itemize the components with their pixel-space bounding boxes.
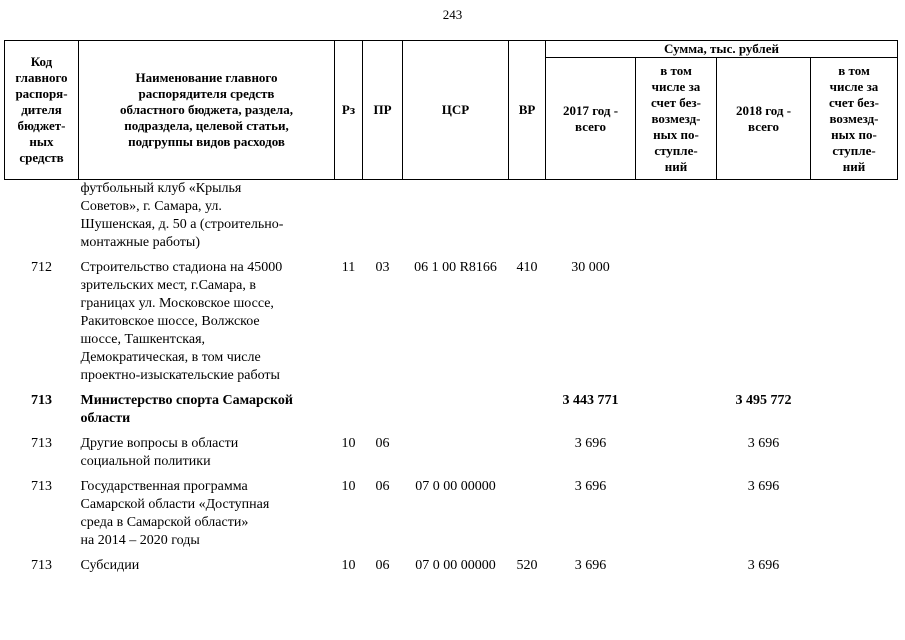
header-2017-incl: в том числе за счет без- возмезд- ных по- ступле- ний xyxy=(636,58,717,180)
cell-incl-2017 xyxy=(636,392,717,428)
cell-csr xyxy=(403,435,509,471)
cell-incl-2017 xyxy=(636,259,717,385)
cell-incl-2017 xyxy=(636,435,717,471)
cell-rz: 10 xyxy=(341,479,356,494)
cell-incl-2018 xyxy=(811,478,898,550)
cell-csr xyxy=(403,180,509,253)
cell-vr xyxy=(509,392,546,428)
header-code: Код главного распоря- дителя бюджет- ных средств xyxy=(5,41,79,180)
cell-code: 713 xyxy=(31,436,52,451)
cell-sum-2018 xyxy=(717,180,811,253)
cell-csr: 07 0 00 00000 xyxy=(415,479,496,494)
header-name: Наименование главного распорядителя средств областного бюджета, раздела, подраздела, целевой статьи, подгруппы видов расходов xyxy=(79,41,335,180)
cell-vr: 410 xyxy=(516,260,538,275)
cell-rz xyxy=(335,180,363,253)
cell-rz: 10 xyxy=(341,436,356,451)
cell-code: 713 xyxy=(31,393,52,408)
cell-name: Государственная программа Самарской области «Доступная среда в Самарской области» на 2014 – 2020 годы xyxy=(80,479,270,548)
cell-name: Другие вопросы в области социальной политики xyxy=(80,436,239,469)
cell-pr xyxy=(363,180,403,253)
cell-code xyxy=(5,180,79,253)
cell-sum-2018: 3 696 xyxy=(747,558,780,573)
cell-incl-2018 xyxy=(811,259,898,385)
cell-incl-2017 xyxy=(636,180,717,253)
cell-vr xyxy=(509,478,546,550)
cell-incl-2017 xyxy=(636,478,717,550)
cell-vr: 520 xyxy=(516,558,538,573)
cell-sum-2017: 30 000 xyxy=(571,260,610,275)
page-number: 243 xyxy=(442,7,463,22)
table-row xyxy=(5,180,898,253)
cell-vr xyxy=(509,435,546,471)
cell-sum-2018: 3 696 xyxy=(747,479,780,494)
cell-pr: 06 xyxy=(375,479,390,494)
header-sum-group: Сумма, тыс. рублей xyxy=(546,41,898,58)
cell-incl-2017 xyxy=(636,557,717,575)
cell-csr: 07 0 00 00000 xyxy=(415,558,496,573)
cell-incl-2018 xyxy=(811,392,898,428)
cell-code: 713 xyxy=(31,558,52,573)
cell-name: Министерство спорта Самарской области xyxy=(80,393,293,426)
table-row xyxy=(5,478,898,550)
cell-csr xyxy=(403,392,509,428)
cell-sum-2017: 3 696 xyxy=(574,479,607,494)
header-vr: ВР xyxy=(509,41,546,180)
cell-incl-2018 xyxy=(811,557,898,575)
cell-rz xyxy=(335,392,363,428)
table-row xyxy=(5,259,898,385)
table-row xyxy=(5,557,898,575)
cell-name: Субсидии xyxy=(80,558,140,573)
table-header xyxy=(5,41,898,180)
header-2018-total: 2018 год - всего xyxy=(717,58,811,180)
budget-table xyxy=(4,40,898,575)
cell-pr: 06 xyxy=(375,558,390,573)
cell-incl-2018 xyxy=(811,435,898,471)
cell-pr xyxy=(363,392,403,428)
header-rz: Рз xyxy=(335,41,363,180)
cell-sum-2017 xyxy=(546,180,636,253)
table-row xyxy=(5,435,898,471)
cell-incl-2018 xyxy=(811,180,898,253)
cell-pr: 03 xyxy=(375,260,390,275)
cell-sum-2017: 3 443 771 xyxy=(562,393,619,408)
table-row xyxy=(5,392,898,428)
cell-sum-2017: 3 696 xyxy=(574,558,607,573)
table-body xyxy=(5,180,898,576)
header-csr: ЦСР xyxy=(403,41,509,180)
cell-sum-2018: 3 696 xyxy=(747,436,780,451)
cell-sum-2017: 3 696 xyxy=(574,436,607,451)
header-2018-incl: в том числе за счет без- возмезд- ных по- ступле- ний xyxy=(811,58,898,180)
cell-name: Строительство стадиона на 45000 зрительских мест, г.Самара, в границах ул. Московское шоссе, Ракитовское шоссе, Волжское шоссе, Ташкентская, Демократическая, в том числе проектно-изыскательские работы xyxy=(80,260,283,383)
header-pr: ПР xyxy=(363,41,403,180)
cell-rz: 11 xyxy=(341,260,356,275)
cell-code: 712 xyxy=(31,260,52,275)
cell-sum-2018 xyxy=(717,259,811,385)
cell-vr xyxy=(509,180,546,253)
cell-sum-2018: 3 495 772 xyxy=(735,393,792,408)
cell-pr: 06 xyxy=(375,436,390,451)
cell-csr: 06 1 00 R8166 xyxy=(414,260,497,275)
cell-rz: 10 xyxy=(341,558,356,573)
cell-code: 713 xyxy=(31,479,52,494)
cell-name: футбольный клуб «Крылья Советов», г. Самара, ул. Шушенская, д. 50 а (строительно- монтажные работы) xyxy=(80,181,284,250)
header-2017-total: 2017 год - всего xyxy=(546,58,636,180)
